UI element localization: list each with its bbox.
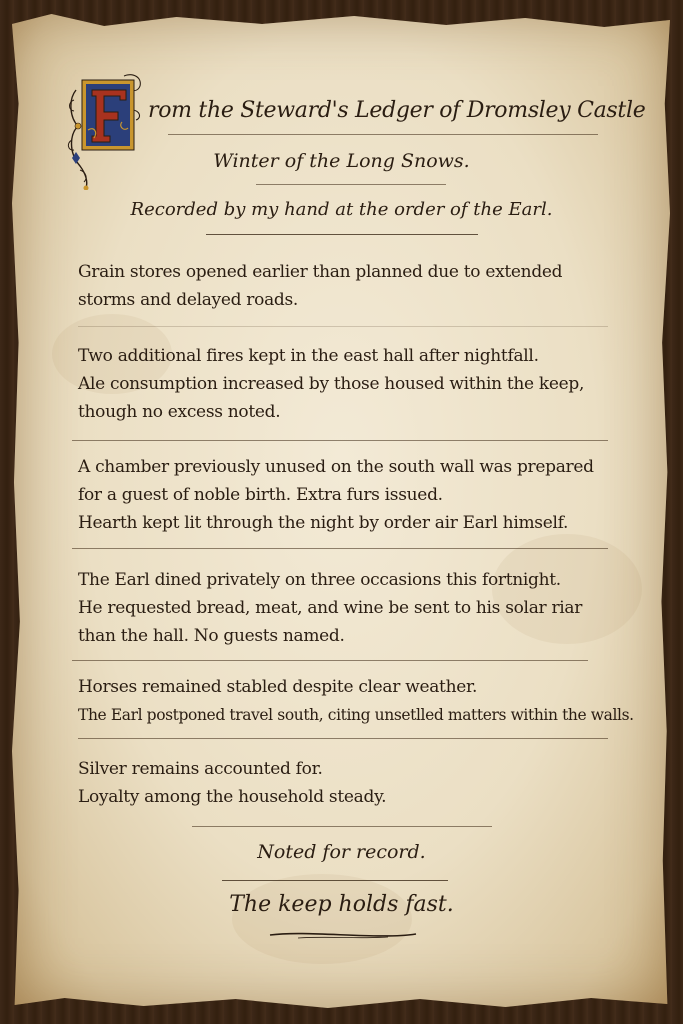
ledger-entry [78, 342, 638, 426]
subtitle-rule [256, 184, 446, 185]
byline: Recorded by my hand at the order of the Earl. [130, 199, 553, 220]
entry-divider [78, 738, 608, 739]
ledger-entry [78, 673, 638, 729]
entry-line: Silver remains accounted for. [78, 759, 323, 779]
entry-line: Hearth kept lit through the night by order air Earl himself. [78, 513, 569, 533]
entry-line: than the hall. No guests named. [78, 626, 345, 646]
entry-line: The Earl dined privately on three occasions this fortnight. [78, 570, 561, 590]
page-title: rom the Steward's Ledger of Dromsley Castle [148, 98, 646, 123]
entry-line: Horses remained stabled despite clear weather. [78, 677, 478, 697]
flourish-underline-icon [268, 928, 418, 942]
entry-divider [192, 826, 492, 827]
ledger-entry [78, 566, 638, 650]
title-rule [168, 134, 598, 135]
entry-divider [72, 440, 608, 441]
entry-line: storms and delayed roads. [78, 290, 299, 310]
entry-line: The Earl postponed travel south, citing unsetlled matters within the walls. [78, 706, 634, 724]
ledger-entry [78, 755, 638, 811]
entry-line: A chamber previously unused on the south wall was prepared [78, 457, 594, 477]
ledger-entry [78, 258, 638, 314]
entry-divider [72, 548, 608, 549]
closing-statement: The keep holds fast. [229, 892, 454, 917]
entry-line: for a guest of noble birth. Extra furs issued. [78, 485, 443, 505]
entry-divider [78, 326, 608, 327]
entry-line: Grain stores opened earlier than planned due to extended [78, 262, 563, 282]
entry-line: though no excess noted. [78, 402, 281, 422]
subtitle: Winter of the Long Snows. [213, 150, 470, 172]
entry-line: Loyalty among the household steady. [78, 787, 387, 807]
byline-rule [206, 234, 478, 235]
entry-line: He requested bread, meat, and wine be sent to his solar riar [78, 598, 583, 618]
entry-divider [72, 660, 588, 661]
entry-line: Two additional fires kept in the east hall after nightfall. [78, 346, 539, 366]
closing-note: Noted for record. [257, 841, 426, 863]
illuminated-dropcap-icon [66, 70, 144, 190]
ledger-entry [78, 453, 638, 537]
closing-rule [222, 880, 448, 881]
entry-line: Ale consumption increased by those housed within the keep, [78, 374, 585, 394]
